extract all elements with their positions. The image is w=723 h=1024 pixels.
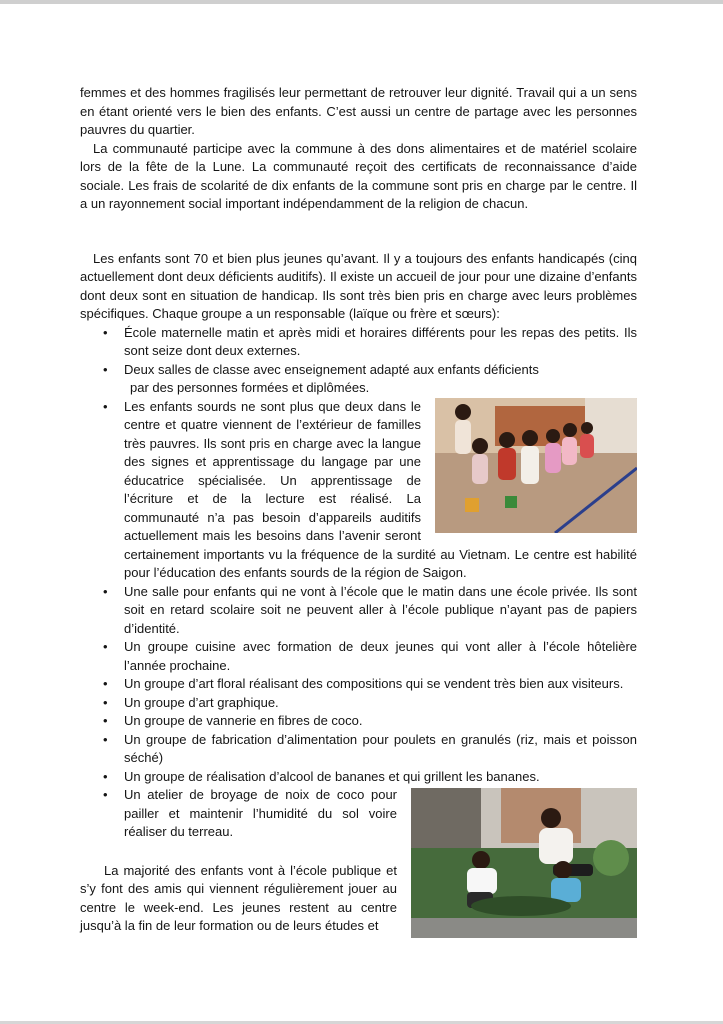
spacer [80,214,637,250]
bullet-icon: • [103,694,108,710]
paragraph-intro-1: femmes et des hommes fragilisés leur permettant de retrouver leur dignité. Travail qui a un sens en étant orienté vers le bien des enfants. C’est aussi un centre de partage avec les personnes pauvres du quartier. [80,85,637,137]
top-border [0,0,723,4]
list-item-text: Un groupe de fabrication d’alimentation pour poulets en granulés (riz, mais et poisson séché) [124,731,637,765]
bullet-icon: • [103,731,108,747]
children-playing-photo [435,398,637,533]
bullet-icon: • [103,398,108,414]
list-item [80,731,637,768]
list-item [80,768,637,787]
bullet-icon: • [103,676,108,691]
list-item [80,638,637,675]
list-item-text: Un groupe de réalisation d’alcool de bananes et qui grillent les bananes. [124,768,540,784]
list-item-text: Une salle pour enfants qui ne vont à l’école que le matin dans une école privée. Ils sont soit en retard scolaire soit ne peuvent aller à l’école publique n’ayant pas de papiers d’identité. [124,583,637,636]
paragraph-intro-2: La communauté participe avec la commune à des dons alimentaires et de matériel scolaire lors de la fête de la Lune. La communauté reçoit des certificats de reconnaissance d’aide sociale. Les frais de scolarité de dix enfants de la commune sont pris en charge par le centre. Il a un rayonnement social important indépendamment de la religion de chacun. [80,140,637,211]
list-item [80,712,637,731]
bullet-icon: • [103,639,108,654]
list-item [80,398,637,583]
children-playing-illustration [435,398,637,533]
paragraph-children: Les enfants sont 70 et bien plus jeunes qu’avant. Il y a toujours des enfants handicapés (cinq actuellement dont deux déficients auditifs). Il existe un accueil de jour pour une dizaine d’enfants dont deux sont en situation de handicap. Ils sont très bien pris en charge avec leurs problèmes spécifiques. Chaque groupe a un responsable (laïque ou frère et sœurs): [80,250,637,321]
list-item-text: École maternelle matin et après midi et horaires différents pour les repas des petits. Ils sont seize dont deux externes. [124,324,637,358]
bullet-icon: • [103,324,108,340]
gardening-photo [411,788,637,938]
document-page [80,84,637,938]
bullet-icon: • [103,787,108,802]
bullet-icon: • [103,361,108,377]
list-item-text: Un groupe d’art graphique. [124,694,279,710]
list-item-text: Un groupe cuisine avec formation de deux jeunes qui vont aller à l’école hôtelière l’année prochaine. [124,639,637,673]
groups-list [80,324,637,842]
bullet-icon: • [103,768,108,784]
list-item-text: Les enfants sourds ne sont plus que deux dans le centre et quatre viennent de l’extérieur de familles très pauvres. Ils sont pris en charge avec la langue des signes et apprentissage du langage par une éducatrice spécialisée. Un apprentissage de l’écriture et de la lecture est réalisé. La communauté n’a pas besoin d’appareils auditifs actuellement mais les besoins dans l’avenir seront certainement importants vu la fréquence de la surdité au Vietnam. Le centre est habilité pour l’éducation des enfants sourds de la région de Saigon. [124,398,637,580]
list-item-text: Un groupe de vannerie en fibres de coco. [124,713,363,728]
bullet-icon: • [103,713,108,728]
list-item [80,694,637,713]
list-item [80,583,637,639]
list-item-text: Un atelier de broyage de noix de coco pour pailler et maintenir l’humidité du sol voire réaliser du terreau. [124,787,397,839]
bullet-icon: • [103,583,108,599]
list-item-text: Deux salles de classe avec enseignement adapté aux enfants déficients [124,361,539,377]
list-item [80,786,637,842]
list-item-text: Un groupe d’art floral réalisant des compositions qui se vendent très bien aux visiteurs. [124,676,624,691]
paragraph-closing: La majorité des enfants vont à l’école publique et s’y font des amis qui viennent régulièrement jouer au centre le week-end. Les jeunes restent au centre jusqu’à la fin de leur formation ou de leurs études et [80,862,397,933]
list-item-text-continued: par des personnes formées et diplômées. [130,380,370,395]
list-item [80,324,637,361]
list-item [80,675,637,694]
list-item [80,361,637,398]
gardening-illustration [411,788,637,938]
